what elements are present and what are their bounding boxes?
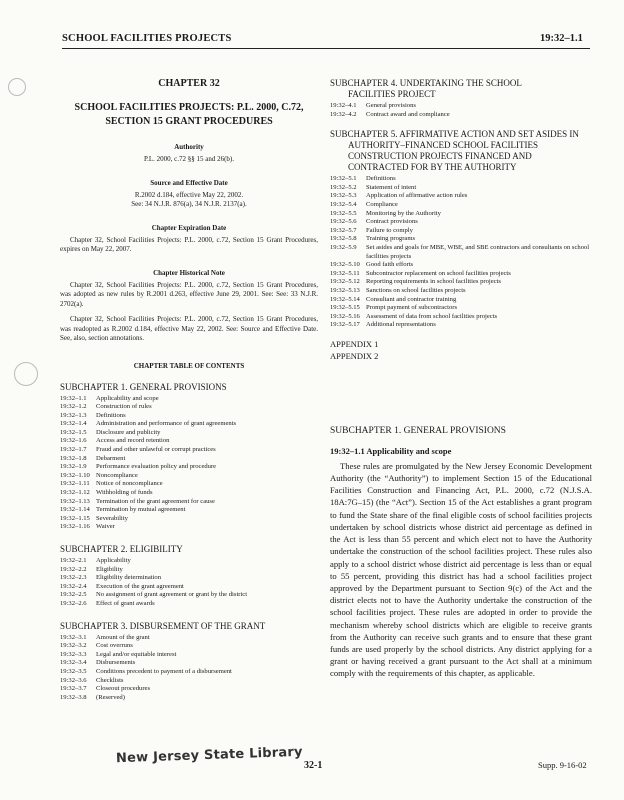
chapter-number: CHAPTER 32	[158, 78, 220, 89]
toc-entry	[60, 472, 318, 481]
toc-entry	[330, 201, 592, 210]
toc-entry-title: Checklists	[96, 676, 124, 684]
toc-list	[330, 102, 592, 119]
toc-entry-title: Conditions precedent to payment of a disbursement	[96, 667, 232, 675]
toc-entry	[330, 192, 592, 201]
toc-entry-number: 19:32–1.16	[60, 523, 90, 531]
toc-entry-title: Reporting requirements in school facilities projects	[366, 278, 501, 286]
toc-entry-title: Notice of noncompliance	[96, 480, 163, 488]
toc-list	[330, 175, 592, 330]
historical-heading: Chapter Historical Note	[153, 268, 225, 277]
toc-entry-number: 19:32–3.4	[60, 659, 87, 667]
toc-entry	[330, 278, 592, 287]
header-rule	[62, 48, 590, 49]
body-subchapter-heading: SUBCHAPTER 1. GENERAL PROVISIONS	[330, 425, 506, 436]
toc-entry-title: Assessment of data from school facilities projects	[366, 312, 498, 320]
toc-entry-number: 19:32–5.11	[330, 269, 360, 277]
toc-entry-number: 19:32–5.17	[330, 321, 360, 329]
toc-entry-number: 19:32–4.2	[330, 110, 357, 118]
toc-entry-title: Effect of grant awards	[96, 599, 155, 607]
toc-entry-title: Sanctions on school facilities projects	[366, 286, 466, 294]
toc-entry	[330, 111, 592, 120]
toc-entry-number: 19:32–1.10	[60, 471, 90, 479]
toc-entry	[60, 463, 318, 472]
toc-entry-number: 19:32–3.7	[60, 685, 87, 693]
toc-entry-title: (Reserved)	[96, 693, 125, 701]
toc-entry-title: Debarment	[96, 454, 126, 462]
subchapter-heading: SUBCHAPTER 5. AFFIRMATIVE ACTION AND SET ASIDES IN AUTHORITY–FINANCED SCHOOL FACILITIES CONSTRUCTION PROJECTS FINANCED AND CONTRACTED FOR BY THE AUTHORITY	[330, 129, 579, 173]
rule-text: These rules are promulgated by the New Jersey Economic Development Authority (the “Authority”) to implement Section 15 of the Educational Facilities Construction and Financing Act, P.L. 2000, c.72 (N.J.S.A. 18A:7G–15) (the “Act”). Section 15 of the Act establishes a grant program to fund the State share of the final eligible costs of school facilities projects undertaken by school districts whose district aid percentage as defined in the Act is less than 55 percent and which elect not to have the Authority undertake the construction of the school facilities project. These rules also apply to a school district whose district aid percentage is less than or equal to 55 percent, providing this district has had a school facilities project approved by the Department pursuant to Section 9(c) of the Act and the district elects not to have the Authority undertake the construction of the school facilities project. These rules are adopted in order to provide the mechanism whereby school districts which are eligible to receive grants from the Authority can receive such grants and to ensure that these grant funds are used properly by the school districts. Any district applying for a grant or having received a grant pursuant to the Act shall at a minimum comply with the requirements of this chapter, as applicable.	[330, 460, 592, 679]
toc-entry	[60, 489, 318, 498]
running-header-title: SCHOOL FACILITIES PROJECTS	[62, 33, 232, 44]
toc-entry-number: 19:32–1.3	[60, 411, 87, 419]
toc-entry-number: 19:32–1.1	[60, 394, 87, 402]
toc-entry	[60, 634, 318, 643]
toc-entry-number: 19:32–3.1	[60, 633, 87, 641]
toc-entry	[60, 420, 318, 429]
toc-entry-number: 19:32–5.3	[330, 192, 357, 200]
toc-entry-title: Contract award and compliance	[366, 110, 450, 118]
toc-entry-number: 19:32–5.13	[330, 286, 360, 294]
source-line: R.2002 d.184, effective May 22, 2002.	[134, 190, 244, 199]
toc-entry	[330, 227, 592, 236]
supplement-date: Supp. 9-16-02	[538, 760, 587, 770]
toc-entry-title: Definitions	[366, 175, 396, 183]
toc-entry	[60, 591, 318, 600]
toc-entry-number: 19:32–3.2	[60, 642, 87, 650]
toc-entry	[60, 429, 318, 438]
toc-entry	[60, 694, 318, 703]
toc-entry-number: 19:32–1.7	[60, 446, 87, 454]
toc-entry-number: 19:32–2.4	[60, 582, 87, 590]
chapter-title-line: SCHOOL FACILITIES PROJECTS: P.L. 2000, C.72,	[74, 102, 304, 113]
toc-heading: CHAPTER TABLE OF CONTENTS	[133, 361, 245, 370]
toc-entry-number: 19:32–3.5	[60, 667, 87, 675]
toc-list	[60, 557, 318, 609]
toc-entry-title: Construction of rules	[96, 403, 152, 411]
toc-entry	[60, 515, 318, 524]
toc-entry-title: Amount of the grant	[96, 633, 150, 641]
left-column	[60, 56, 318, 702]
toc-entry-number: 19:32–5.2	[330, 183, 357, 191]
subchapter-heading: SUBCHAPTER 1. GENERAL PROVISIONS	[60, 381, 227, 392]
toc-entry	[60, 642, 318, 651]
toc-entry-number: 19:32–5.6	[330, 218, 357, 226]
punch-hole	[8, 78, 26, 96]
subchapter-heading-line: SUBCHAPTER 4. UNDERTAKING THE SCHOOL	[330, 78, 522, 88]
toc-entry-title: Performance evaluation policy and procedure	[96, 463, 217, 471]
toc-entry-title: Applicability	[96, 557, 131, 564]
toc-list	[60, 634, 318, 703]
toc-entry-number: 19:32–1.11	[60, 480, 90, 488]
toc-entry-title: Applicability and scope	[96, 394, 159, 402]
authority-text: P.L. 2000, c.72 §§ 15 and 26(b).	[143, 155, 235, 163]
toc-entry-number: 19:32–5.10	[330, 261, 360, 269]
toc-entry-number: 19:32–5.12	[330, 278, 360, 286]
toc-entry-title: Severability	[96, 514, 128, 522]
toc-entry	[60, 480, 318, 489]
toc-entry-number: 19:32–4.1	[330, 102, 357, 109]
toc-entry	[60, 403, 318, 412]
toc-entry-title: Access and record retention	[96, 437, 170, 445]
toc-entry-number: 19:32–1.5	[60, 428, 87, 436]
toc-entry-number: 19:32–5.14	[330, 295, 360, 303]
toc-entry	[330, 184, 592, 193]
toc-entry-title: No assignment of grant agreement or grant by the district	[96, 591, 248, 599]
toc-entry-title: Disclosure and publicity	[96, 428, 161, 436]
toc-entry	[330, 321, 592, 330]
toc-entry-number: 19:32–5.4	[330, 200, 357, 208]
toc-entry	[60, 506, 318, 515]
toc-entry-title: Closeout procedures	[96, 685, 151, 693]
toc-entry-title: Consultant and contractor training	[366, 295, 457, 303]
toc-entry-title: Failure to comply	[366, 226, 413, 234]
toc-entry-number: 19:32–3.3	[60, 650, 87, 658]
subchapter-heading: SUBCHAPTER 2. ELIGIBILITY	[60, 544, 183, 554]
source-heading: Source and Effective Date	[150, 178, 228, 187]
toc-entry	[60, 651, 318, 660]
toc-entry	[60, 659, 318, 668]
toc-entry-title: Administration and performance of grant agreements	[96, 420, 237, 428]
toc-entry-number: 19:32–2.5	[60, 591, 87, 599]
toc-entry	[60, 437, 318, 446]
toc-entry-title: Subcontractor replacement on school facilities projects	[366, 269, 511, 277]
toc-entry	[330, 313, 592, 322]
toc-entry	[60, 412, 318, 421]
toc-entry	[60, 574, 318, 583]
toc-entry-title: Withholding of funds	[96, 489, 153, 497]
toc-entry	[60, 677, 318, 686]
toc-entry-title: Termination by mutual agreement	[96, 506, 186, 514]
subchapter-heading: SUBCHAPTER 3. DISBURSEMENT OF THE GRANT	[60, 620, 266, 631]
toc-entry-title: Compliance	[366, 200, 398, 208]
toc-entry-title: Monitoring by the Authority	[366, 209, 441, 217]
toc-entry-number: 19:32–1.12	[60, 489, 90, 497]
toc-entry-number: 19:32–5.7	[330, 226, 357, 234]
toc-entry-title: Noncompliance	[96, 471, 138, 479]
toc-entry-title: Waiver	[96, 523, 115, 531]
toc-entry	[330, 296, 592, 305]
toc-entry	[60, 395, 318, 404]
toc-entry-title: Application of affirmative action rules	[366, 192, 468, 200]
expiration-heading: Chapter Expiration Date	[151, 223, 227, 232]
toc-entry	[330, 287, 592, 296]
toc-entry-title: Eligibility determination	[96, 574, 162, 582]
toc-entry-title: Definitions	[96, 411, 126, 419]
chapter-title	[60, 101, 318, 129]
punch-hole	[14, 362, 38, 386]
rule-heading: 19:32–1.1 Applicability and scope	[330, 445, 452, 456]
toc-entry-title: Fraud and other unlawful or corrupt practices	[96, 446, 216, 454]
chapter-title-line: SECTION 15 GRANT PROCEDURES	[105, 116, 273, 127]
toc-entry-number: 19:32–1.14	[60, 506, 90, 514]
toc-entry	[60, 557, 318, 566]
toc-entry-title: Additional representations	[366, 321, 436, 329]
authority-heading: Authority	[174, 143, 204, 151]
toc-entry	[60, 668, 318, 677]
toc-entry-number: 19:32–1.13	[60, 497, 90, 505]
toc-entry-number: 19:32–5.1	[330, 175, 357, 183]
historical-paragraph: Chapter 32, School Facilities Projects: P.L. 2000, c.72, Section 15 Grant Procedures, was adopted as new rules by R.2001 d.263, effective June 29, 2001. See: See: 33 N.J.R. 2702(a).	[60, 280, 318, 308]
toc-entry-number: 19:32–1.8	[60, 454, 87, 462]
appendix-link: APPENDIX 2	[330, 350, 379, 361]
page-number: 32-1	[304, 760, 323, 771]
toc-entry-number: 19:32–5.5	[330, 209, 357, 217]
toc-entry-number: 19:32–2.2	[60, 565, 87, 573]
toc-entry-title: Termination of the grant agreement for cause	[96, 497, 215, 505]
toc-entry-number: 19:32–5.15	[330, 304, 360, 312]
toc-entry	[330, 210, 592, 219]
toc-entry-number: 19:32–2.1	[60, 557, 87, 564]
toc-entry	[60, 685, 318, 694]
toc-entry-title: Set asides and goals for MBE, WBE, and SBE contractors and consultants on school facilities projects	[366, 243, 590, 260]
expiration-text: Chapter 32, School Facilities Projects: P.L. 2000, c.72, Section 15 Grant Procedures, expires on May 22, 2007.	[60, 235, 318, 253]
toc-entry	[60, 498, 318, 507]
toc-entry	[330, 244, 592, 261]
toc-entry-title: Good faith efforts	[366, 261, 414, 269]
toc-entry	[330, 261, 592, 270]
toc-entry	[60, 455, 318, 464]
toc-entry-number: 19:32–3.8	[60, 693, 87, 701]
toc-entry-number: 19:32–2.3	[60, 574, 87, 582]
toc-entry-title: Eligibility	[96, 565, 123, 573]
toc-entry	[60, 566, 318, 575]
toc-entry-number: 19:32–3.6	[60, 676, 87, 684]
running-header-section: 19:32–1.1	[540, 33, 583, 44]
library-stamp: New Jersey State Library	[115, 744, 303, 767]
subchapter-heading-line: FACILITIES PROJECT	[348, 89, 436, 99]
toc-entry	[330, 175, 592, 184]
appendix-link: APPENDIX 1	[330, 338, 379, 349]
toc-entry-number: 19:32–5.16	[330, 312, 360, 320]
toc-entry-number: 19:32–2.6	[60, 599, 87, 607]
toc-entry-title: Training programs	[366, 235, 416, 243]
right-column	[330, 56, 592, 680]
toc-entry-number: 19:32–5.8	[330, 235, 357, 243]
toc-entry-title: Contract provisions	[366, 218, 418, 226]
source-line: See: 34 N.J.R. 876(a), 34 N.J.R. 2137(a).	[131, 200, 247, 208]
toc-entry-number: 19:32–1.9	[60, 463, 87, 471]
toc-entry	[330, 218, 592, 227]
toc-entry-title: Execution of the grant agreement	[96, 582, 184, 590]
toc-entry	[330, 235, 592, 244]
subchapter-heading	[330, 78, 592, 100]
toc-entry	[330, 304, 592, 313]
toc-entry-number: 19:32–1.4	[60, 420, 87, 428]
toc-entry-number: 19:32–5.9	[330, 243, 357, 251]
toc-entry	[60, 600, 318, 609]
toc-entry-title: Prompt payment of subcontractors	[366, 304, 458, 312]
toc-entry	[330, 270, 592, 279]
toc-entry	[60, 583, 318, 592]
toc-entry-number: 19:32–1.6	[60, 437, 87, 445]
toc-list	[60, 395, 318, 533]
toc-entry-title: Cost overruns	[96, 642, 133, 650]
toc-entry	[330, 102, 592, 111]
toc-entry-number: 19:32–1.2	[60, 403, 87, 411]
toc-entry	[60, 446, 318, 455]
toc-entry-title: General provisions	[366, 102, 416, 109]
historical-paragraph: Chapter 32, School Facilities Projects: P.L. 2000, c.72, Section 15 Grant Procedures, was readopted as R.2002 d.184, effective May 22, 2002. See: Source and Effective Date. See, also, section annotations.	[60, 315, 318, 342]
toc-entry	[60, 523, 318, 532]
toc-entry-number: 19:32–1.15	[60, 514, 90, 522]
toc-entry-title: Legal and/or equitable interest	[96, 650, 177, 658]
toc-entry-title: Statement of intent	[366, 183, 417, 191]
toc-entry-title: Disbursements	[96, 659, 136, 667]
